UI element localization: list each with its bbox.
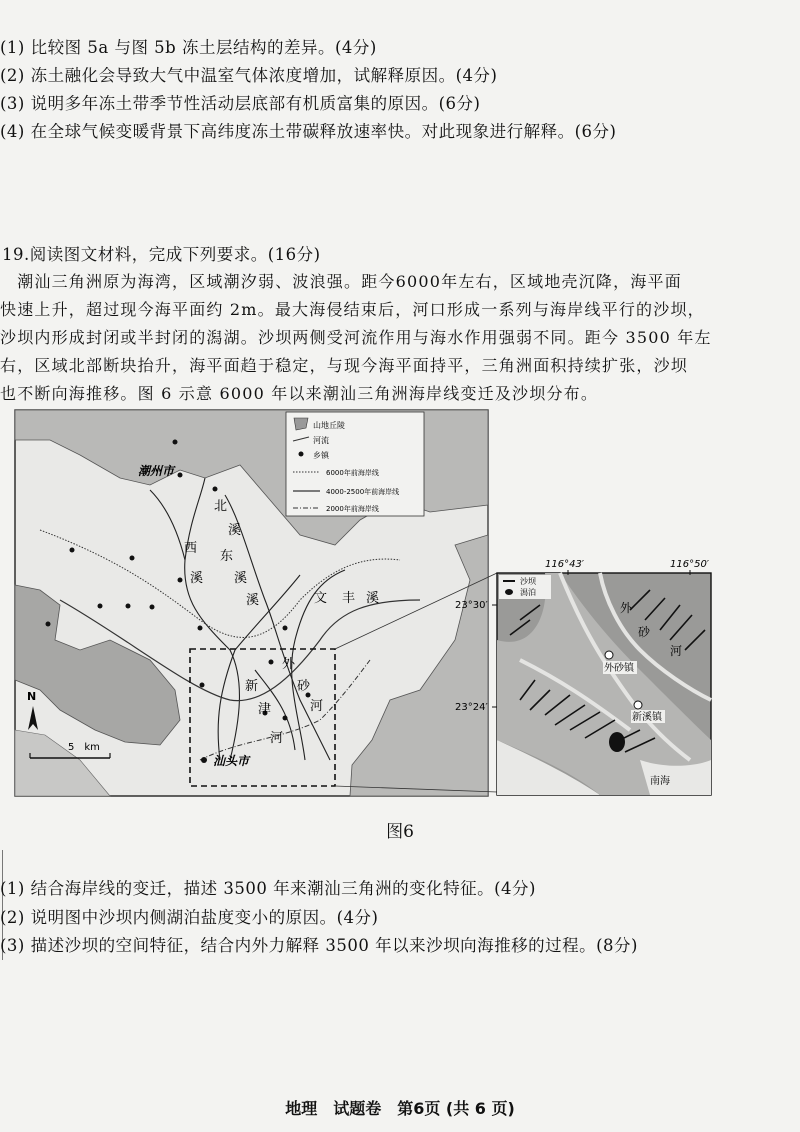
scale-label: 5 km: [68, 742, 100, 753]
river-label: 东: [220, 549, 234, 564]
river-label: 河: [670, 644, 683, 658]
sub-question-3: (3) 描述沙坝的空间特征，结合内外力解释 3500 年以来沙坝向海推移的过程。(8分): [0, 936, 638, 955]
river-label: 新: [245, 679, 259, 694]
inset-legend-sandbar: 沙坝: [520, 577, 536, 586]
q19-line-4: 右，区域北部断块抬升，海平面趋于稳定，与现今海平面持平，三角洲面积持续扩张，沙坝: [0, 356, 689, 375]
inset-town-label-xinxi: 新溪镇: [632, 712, 662, 723]
river-label: 丰: [342, 591, 356, 606]
legend-town-icon: [299, 452, 304, 457]
legend-hill-icon: [294, 418, 308, 430]
inset-lat-2: 23°24′: [455, 702, 488, 713]
river-label: 北: [214, 499, 228, 514]
river-label: 津: [258, 702, 272, 717]
inset-lat-1: 23°30′: [455, 600, 488, 611]
river-label: 河: [310, 699, 324, 714]
legend-label-6000: 6000年前海岸线: [326, 469, 379, 477]
q19-heading: 19.阅读图文材料，完成下列要求。(16分): [2, 245, 321, 264]
inset-lagoon: [609, 732, 625, 752]
river-label: 外: [620, 601, 633, 615]
river-label: 文: [314, 591, 328, 606]
prev-question-2: (2) 冻土融化会导致大气中温室气体浓度增加，试解释原因。(4分): [0, 66, 498, 85]
q19-line-1: 潮汕三角洲原为海湾，区域潮汐弱、波浪强。距今6000年左右，区域地壳沉降，海平面: [0, 272, 682, 291]
inset-lon-1: 116°43′: [545, 559, 585, 570]
inset-town-waisha: [605, 651, 613, 659]
river-label: 溪: [228, 523, 242, 538]
river-label: 溪: [246, 593, 260, 608]
q19-line-2: 快速上升，超过现今海平面约 2m。最大海侵结束后，河口形成一系列与海岸线平行的沙坝，: [0, 300, 705, 319]
inset-town-label-waisha: 外砂镇: [604, 663, 634, 674]
north-label: N: [27, 690, 37, 703]
inset-town-xinxi: [634, 701, 642, 709]
river-label: 河: [270, 731, 284, 746]
legend-label-hills: 山地丘陵: [313, 421, 345, 430]
river-label: 砂: [297, 679, 311, 694]
river-label: 溪: [234, 571, 248, 586]
prev-question-1: (1) 比较图 5a 与图 5b 冻土层结构的差异。(4分): [0, 38, 377, 57]
sub-question-1: (1) 结合海岸线的变迁，描述 3500 年来潮汕三角洲的变化特征。(4分): [0, 879, 536, 898]
legend-label-2000: 2000年前海岸线: [326, 505, 379, 513]
inset-legend-lagoon: 潟泊: [520, 588, 536, 597]
city-shantou: 汕头市: [213, 754, 250, 768]
legend-label-4000: 4000-2500年前海岸线: [326, 488, 400, 496]
map-legend: [286, 412, 424, 516]
legend-label-river: 河流: [313, 436, 329, 445]
city-chaozhou: 潮州市: [138, 464, 175, 478]
river-label: 溪: [190, 571, 204, 586]
q19-line-5: 也不断向海推移。图 6 示意 6000 年以来潮汕三角洲海岸线变迁及沙坝分布。: [0, 384, 599, 403]
sub-question-2: (2) 说明图中沙坝内侧湖泊盐度变小的原因。(4分): [0, 908, 379, 927]
river-label: 砂: [638, 625, 651, 639]
river-label: 溪: [366, 591, 380, 606]
inset-legend-lagoon-icon: [505, 589, 513, 595]
q19-line-3: 沙坝内形成封闭或半封闭的潟湖。沙坝两侧受河流作用与海水作用强弱不同。距今 3500 年左: [0, 328, 712, 347]
figure-caption: 图6: [386, 822, 414, 842]
river-label: 外: [282, 657, 296, 672]
prev-question-4: (4) 在全球气候变暖背景下高纬度冻土带碳释放速率快。对此现象进行解释。(6分): [0, 122, 617, 141]
river-label: 西: [184, 541, 198, 556]
inset-sea-label: 南海: [650, 776, 670, 787]
page-footer: 地理 试题卷 第6页 (共 6 页): [285, 1099, 515, 1118]
legend-label-town: 乡镇: [313, 451, 329, 460]
inset-lon-2: 116°50′: [670, 559, 710, 570]
prev-question-3: (3) 说明多年冻土带季节性活动层底部有机质富集的原因。(6分): [0, 94, 481, 113]
